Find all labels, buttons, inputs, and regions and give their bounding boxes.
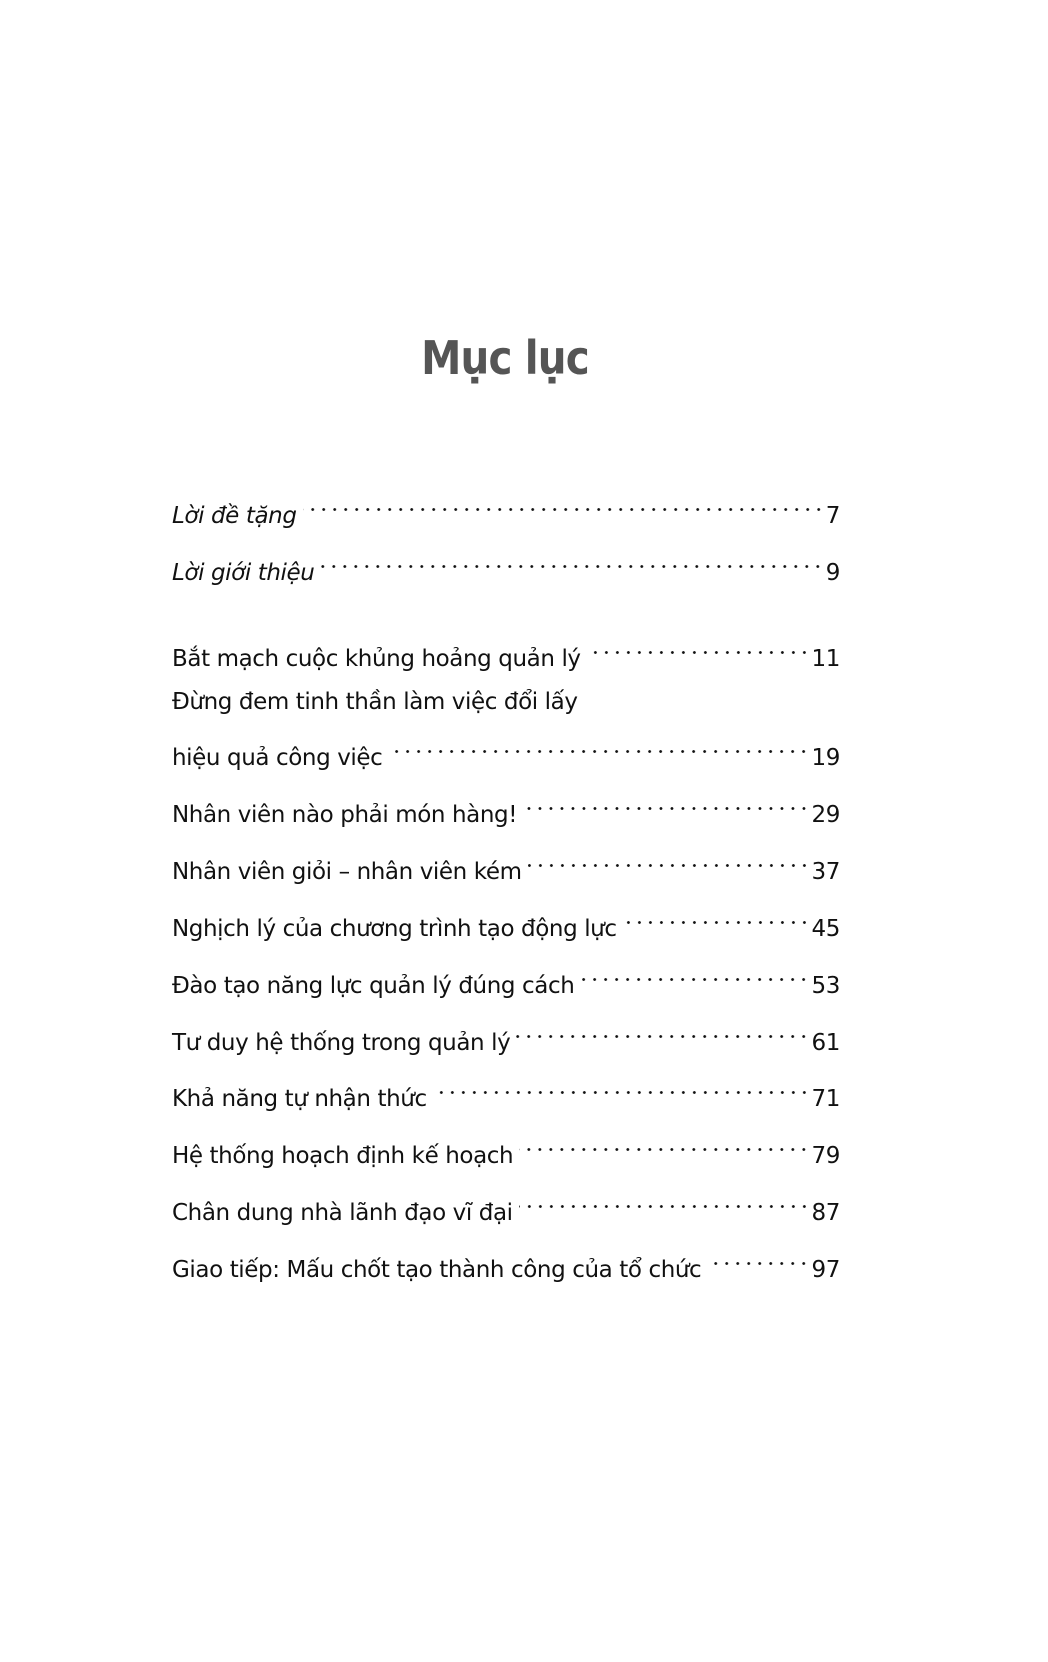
toc-entry-dedication[interactable] — [172, 481, 840, 537]
dot-leader — [320, 538, 823, 580]
toc-entry-page: 79 — [811, 1143, 840, 1169]
page-title: Mục lục — [421, 330, 589, 385]
toc-entry-chapter-8[interactable] — [172, 1064, 840, 1120]
toc-entry-page: 71 — [811, 1086, 840, 1112]
dot-leader — [516, 1008, 809, 1050]
toc-entry-label: Khả năng tự nhận thức — [172, 1078, 433, 1120]
toc-entry-label: Đào tạo năng lực quản lý đúng cách — [172, 965, 580, 1007]
dot-leader — [519, 1178, 810, 1220]
toc-entry-label: Giao tiếp: Mấu chốt tạo thành công của tổ chức — [172, 1249, 707, 1291]
toc-entry-label: Lời giới thiệu — [172, 552, 320, 594]
toc-entry-chapter-11[interactable] — [172, 1235, 840, 1291]
toc-entry-label: Tư duy hệ thống trong quản lý — [172, 1022, 516, 1064]
toc-entry-page: 9 — [825, 560, 840, 586]
toc-entry-label: hiệu quả công việc — [172, 737, 388, 779]
dot-leader — [523, 780, 809, 822]
toc-entry-page: 45 — [811, 916, 840, 942]
toc-entry-page: 29 — [811, 802, 840, 828]
toc-entry-page: 19 — [811, 745, 840, 771]
dot-leader — [707, 1235, 809, 1277]
toc-entry-label: Lời đề tặng — [172, 495, 303, 537]
toc-entry-label: Nghịch lý của chương trình tạo động lực — [172, 908, 623, 950]
dot-leader — [528, 837, 810, 879]
dot-leader — [519, 1121, 809, 1163]
dot-leader — [580, 951, 809, 993]
toc-entry-label: Chân dung nhà lãnh đạo vĩ đại — [172, 1192, 519, 1234]
toc-entry-chapter-7[interactable] — [172, 1008, 840, 1064]
toc-entry-chapter-1[interactable] — [172, 624, 840, 680]
dot-leader — [623, 894, 810, 936]
toc-entry-page: 97 — [811, 1257, 840, 1283]
toc-entry-chapter-9[interactable] — [172, 1121, 840, 1177]
toc-entry-page: 53 — [811, 973, 840, 999]
toc-entry-page: 61 — [811, 1030, 840, 1056]
toc-entry-label: Nhân viên giỏi – nhân viên kém — [172, 851, 528, 893]
toc-entry-page: 37 — [811, 859, 840, 885]
toc-entry-chapter-4[interactable] — [172, 837, 840, 893]
dot-leader — [587, 624, 810, 666]
toc-entry-introduction[interactable] — [172, 538, 840, 594]
toc-entry-label: Hệ thống hoạch định kế hoạch — [172, 1135, 519, 1177]
dot-leader — [433, 1064, 810, 1106]
toc-entry-label: Bắt mạch cuộc khủng hoảng quản lý — [172, 638, 587, 680]
toc-entry-page: 7 — [825, 503, 840, 529]
toc-entry-chapter-3[interactable] — [172, 780, 840, 836]
toc-entry-chapter-6[interactable] — [172, 951, 840, 1007]
toc-entry-page: 87 — [811, 1200, 840, 1226]
toc-entry-chapter-10[interactable] — [172, 1178, 840, 1234]
dot-leader — [388, 723, 809, 765]
toc-entry-chapter-2[interactable] — [172, 681, 840, 779]
toc-entry-chapter-5[interactable] — [172, 894, 840, 950]
toc-entry-label-line1: Đừng đem tinh thần làm việc đổi lấy — [172, 689, 578, 715]
dot-leader — [303, 481, 824, 523]
toc-entry-page: 11 — [811, 646, 840, 672]
toc-entry-label: Nhân viên nào phải món hàng! — [172, 794, 523, 836]
